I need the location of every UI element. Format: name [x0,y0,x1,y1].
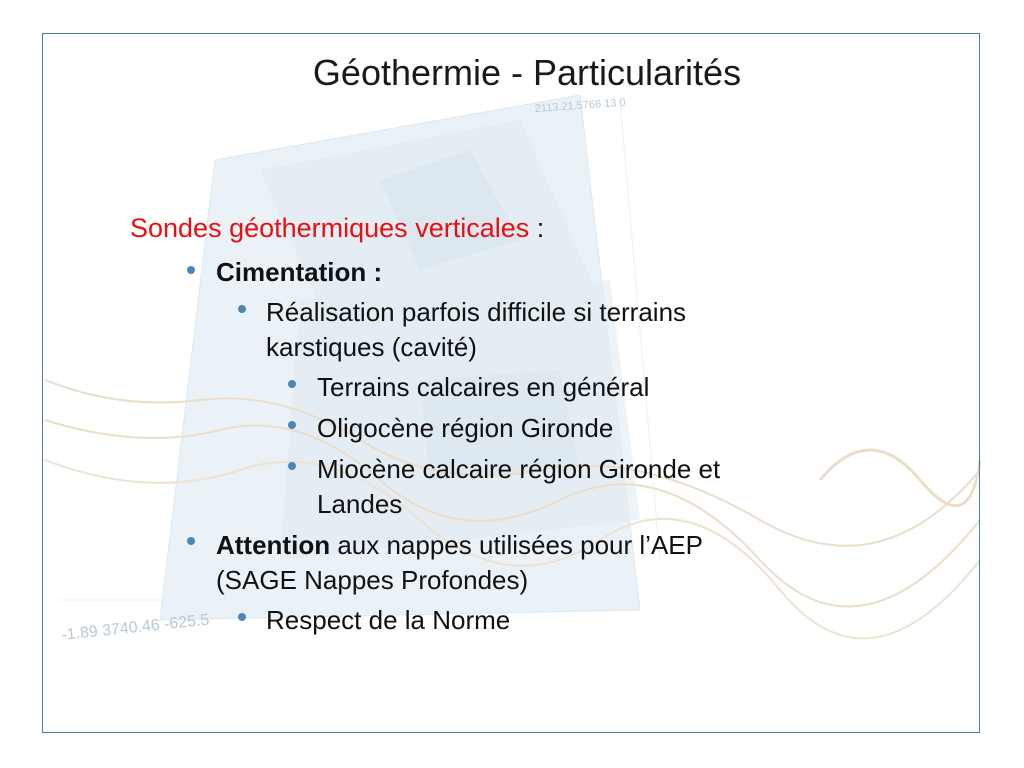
bullet-icon [238,305,246,313]
list-item-realisation-cont: karstiques (cavité) [266,332,477,362]
list-item-miocene-cont: Landes [317,489,403,519]
list-item-oligocene: Oligocène région Gironde [317,413,614,443]
section-heading [130,213,544,243]
section-heading-label: Sondes géothermiques verticales [130,213,530,243]
attention-text: aux nappes utilisées pour l’AEP [330,530,703,560]
list-item-terrains: Terrains calcaires en général [317,372,650,402]
list-item-miocene: Miocène calcaire région Gironde et [317,454,721,484]
slide-title: Géothermie - Particularités [312,52,742,93]
list-item-respect: Respect de la Norme [266,605,511,635]
list-item-attention-cont: (SAGE Nappes Profondes) [216,565,529,595]
map-number-bottom-left: -1.89 3740.46 -625.5 [60,611,211,644]
bullet-icon [288,421,296,429]
list-item-attention [216,530,703,560]
list-item-cimentation: Cimentation : [216,257,383,287]
list-item-realisation: Réalisation parfois difficile si terrains [266,297,687,327]
section-heading-colon: : [529,213,545,243]
bullet-icon [187,266,195,274]
bullet-icon [288,462,296,470]
attention-bold: Attention [216,530,331,560]
map-number-top: 2113.21.5766 13 0 [534,96,626,115]
bullet-icon [288,380,296,388]
bullet-icon [187,537,195,545]
bullet-icon [238,613,246,621]
